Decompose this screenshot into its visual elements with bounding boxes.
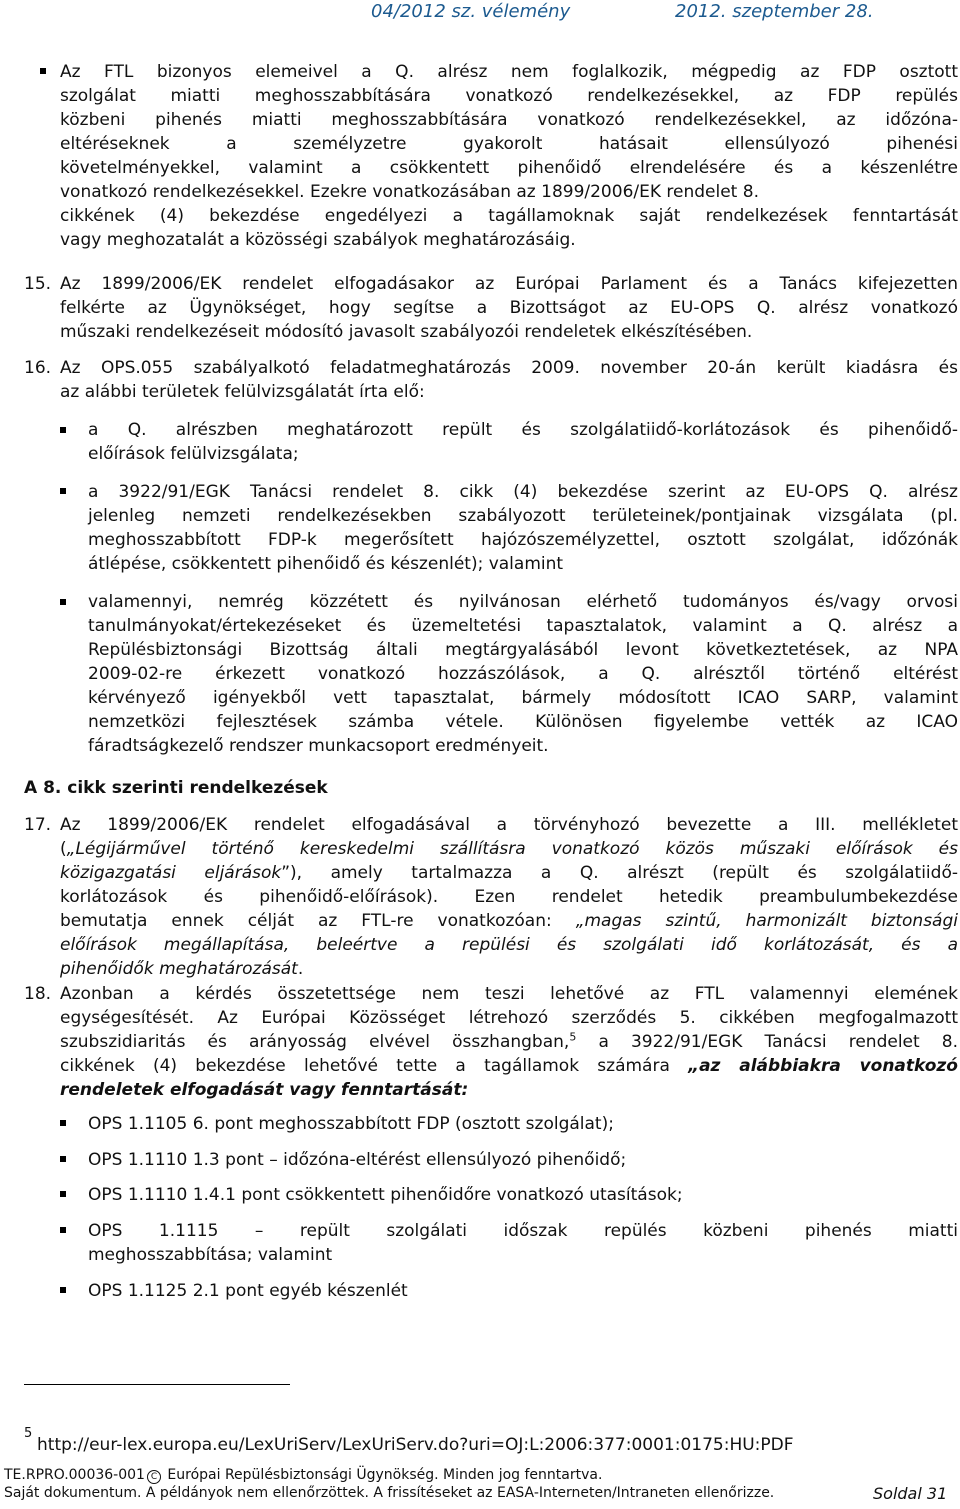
list-item: OPS 1.1105 6. pont meghosszabbított FDP (osztott szolgálat);	[88, 1114, 614, 1134]
bullet-icon	[40, 68, 46, 74]
footnote-separator	[24, 1384, 290, 1385]
list-item: OPS 1.1125 2.1 pont egyéb készenlét	[88, 1281, 408, 1301]
paragraph-number: 15.	[24, 274, 52, 294]
bullet-icon	[60, 1227, 66, 1233]
list-item: valamennyi, nemrég közzétett és nyilvánosan elérhető tudományos és/vagy orvosi tanulmányokat/értekezéseket és üzemeltetési tapasztalatok, valamint a Q. alrész a Repülésbiztonsági Bizottság általi megtárgyalásából levont következtetések, az NPA 2009-02-re érkezett vonatkozó hozzászólások, a Q. alrésztől történő eltérést kérvényező igényekből vett tapasztalat, bármely módosított ICAO SARP, valamint nemzetközi fejlesztések számba vétele. Különösen figyelembe vették az ICAO fáradtságkezelő rendszer munkacsoport eredményeit.	[88, 592, 958, 756]
list-item: a 3922/91/EGK Tanácsi rendelet 8. cikk (4) bekezdése szerint az EU-OPS Q. alrész jelenleg nemzeti rendelkezésekben szabályozott területeinek/pontjainak vizsgálata (pl. meghosszabbított FDP-k megerősített hajózószemélyzettel, osztott szolgálat, időzónák átlépése, csökkentett pihenőidő és készenlét); valamint	[88, 482, 958, 574]
footnote-link[interactable]: http://eur-lex.europa.eu/LexUriServ/LexUriServ.do?uri=OJ:L:2006:377:0001:0175:HU:PDF	[37, 1435, 794, 1455]
paragraph-17: Az 1899/2006/EK rendelet elfogadásával a törvényhozó bevezette a III. mellékletet („Légijárművel történő kereskedelmi szállításra vonatkozó közös műszaki előírások és közigazgatási eljárások”), amely tartalmazza a Q. alrészt (repült és szolgálatiidő- korlátozások és pihenőidő-előírások). Ezen rendelet hetedik preambulumbekezdése bemutatja ennek célját az FTL-re vonatkozóan: „magas szintű, harmonizált biztonsági előírások megállapítása, beleértve a repülési és szolgálati idő korlátozását, és a pihenőidők meghatározását.	[60, 815, 958, 979]
paragraph-number: 16.	[24, 358, 52, 378]
paragraph-number: 17.	[24, 815, 52, 835]
section-heading: A 8. cikk szerinti rendelkezések	[24, 778, 328, 798]
list-item: OPS 1.1115 – repült szolgálati időszak repülés közbeni pihenés miatti meghosszabbítása; valamint	[88, 1221, 958, 1265]
paragraph-number: 18.	[24, 984, 52, 1004]
intro-bullet-text: Az FTL bizonyos elemeivel a Q. alrész nem foglalkozik, mégpedig az FDP osztott szolgálat miatti meghosszabbítására vonatkozó rendelkezésekkel, az FDP repülés közbeni pihenés miatti meghosszabbítására vonatkozó rendelkezésekkel, az időzóna- eltéréseknek a személyzetre gyakorolt hatásait ellensúlyozó pihenési követelményekkel, valamint a csökkentett pihenőidő elrendelésére és a készenlétre vonatkozó rendelkezésekkel. Ezekre vonatkozásában az 1899/2006/EK rendelet 8. cikkének (4) bekezdése engedélyezi a tagállamoknak saját rendelkezések fenntartását vagy meghozatalát a közösségi szabályok meghatározásáig.	[60, 62, 958, 250]
bullet-icon	[60, 1120, 66, 1126]
footer-copyright: TE.RPRO.00036-001 C Európai Repülésbiztonsági Ügynökség. Minden jog fenntartva.	[4, 1467, 603, 1483]
page-header	[0, 0, 960, 26]
bullet-icon	[60, 1156, 66, 1162]
bullet-icon	[60, 427, 66, 433]
list-item: a Q. alrészben meghatározott repült és szolgálatiidő-korlátozások és pihenőidő- előírások felülvizsgálata;	[88, 420, 958, 464]
paragraph-15: Az 1899/2006/EK rendelet elfogadásakor az Európai Parlament és a Tanács kifejezetten felkérte az Ügynökséget, hogy segítse a Bizottságot az EU-OPS Q. alrész vonatkozó műszaki rendelkezéseit módosító javasolt szabályozói rendeletek elkészítésében.	[60, 274, 958, 342]
bullet-icon	[60, 488, 66, 494]
list-item: OPS 1.1110 1.4.1 pont csökkentett pihenőidőre vonatkozó utasítások;	[88, 1185, 683, 1205]
paragraph-16: Az OPS.055 szabályalkotó feladatmeghatározás 2009. november 20-án került kiadásra és az alábbi területek felülvizsgálatát írta elő:	[60, 358, 958, 402]
footnote-number: 5	[24, 1426, 33, 1441]
page-number: Soldal 31	[873, 1484, 948, 1503]
document-id: 04/2012 sz. vélemény	[371, 1, 571, 22]
copyright-icon: C	[147, 1470, 161, 1484]
paragraph-18: Azonban a kérdés összetettsége nem teszi lehetővé az FTL valamennyi elemének egységesítését. Az Európai Közösséget létrehozó szerződés 5. cikkében megfogalmazott szubszidiaritás és arányosság elvével összhangban,$^5$ a 3922/91/EGK Tanácsi rendelet 8. cikkének (4) bekezdése lehetővé tette a tagállamok számára „az alábbiakra vonatkozó rendeletek elfogadását vagy fenntartását:	[60, 984, 959, 1100]
list-item: OPS 1.1110 1.3 pont – időzóna-eltérést ellensúlyozó pihenőidő;	[88, 1150, 627, 1170]
document-date: 2012. szeptember 28.	[675, 1, 874, 22]
footer-disclaimer: Saját dokumentum. A példányok nem ellenőrzöttek. A frissítéseket az EASA-Interneten/Intraneten ellenőrizze.	[4, 1485, 775, 1501]
bullet-icon	[60, 599, 66, 605]
bullet-icon	[60, 1191, 66, 1197]
bullet-icon	[60, 1287, 66, 1293]
